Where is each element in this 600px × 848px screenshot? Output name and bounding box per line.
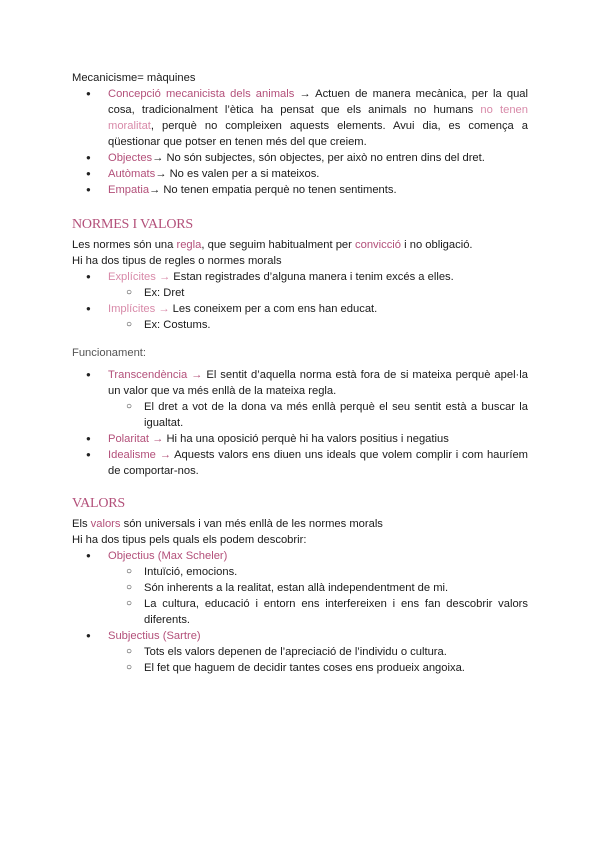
arrow: → bbox=[149, 433, 167, 445]
sub-list-item: ○ Ex: Costums. bbox=[72, 317, 528, 333]
valors-list bbox=[72, 548, 528, 676]
list-item bbox=[72, 86, 528, 150]
term: Empatia bbox=[108, 184, 150, 196]
arrow: → bbox=[155, 168, 170, 180]
arrow: → bbox=[294, 88, 316, 100]
section-heading-valors: VALORS bbox=[72, 496, 126, 511]
term: Explícites bbox=[108, 271, 156, 283]
item-text: No tenen empatia perquè no tenen sentiments. bbox=[163, 184, 397, 196]
list-item bbox=[72, 269, 528, 301]
item-text: Actuen de manera mecànica, per la qual cosa, tradicionalment l’ètica ha pensat que els animals no humans bbox=[108, 88, 528, 116]
list-item bbox=[72, 166, 528, 182]
highlight-text: regla bbox=[176, 239, 202, 251]
sub-list-item: ○ Intuïció, emocions. bbox=[72, 564, 528, 580]
term: Implícites bbox=[108, 303, 156, 315]
arrow: → bbox=[155, 303, 173, 315]
term: Autòmats bbox=[108, 168, 156, 180]
intro-title: Mecanicisme= màquines bbox=[72, 72, 196, 84]
item-text: , perquè no compleixen aquests elements. Avui dia, es comença a qüestionar que potser en tenen més del que creiem. bbox=[108, 120, 528, 148]
item-text: No es valen per a si mateixos. bbox=[169, 168, 320, 180]
paragraph: Hi ha dos tipus de regles o normes morals bbox=[72, 255, 282, 267]
funcionament-list bbox=[72, 367, 528, 479]
sub-list-item: ○ El dret a vot de la dona va més enllà perquè el seu sentit està a buscar la igualtat. bbox=[72, 399, 528, 431]
term: Concepció mecanicista dels animals bbox=[108, 88, 295, 100]
arrow: → bbox=[187, 369, 207, 381]
term: Subjectius (Sartre) bbox=[108, 630, 201, 642]
item-text: Estan registrades d’alguna manera i tenim excés a elles. bbox=[173, 271, 454, 283]
item-text: No són subjectes, són objectes, per això no entren dins del dret. bbox=[166, 152, 485, 164]
paragraph: Hi ha dos tipus pels quals els podem descobrir: bbox=[72, 534, 307, 546]
arrow: → bbox=[152, 152, 167, 164]
sub-list-item: ○ Tots els valors depenen de l’apreciació de l’individu o cultura. bbox=[72, 644, 528, 660]
highlight-text: convicció bbox=[355, 239, 402, 251]
arrow: → bbox=[149, 184, 164, 196]
sub-list-item: ○ Són inherents a la realitat, estan allà independentment de mi. bbox=[72, 580, 528, 596]
list-item bbox=[72, 548, 528, 628]
normes-list bbox=[72, 269, 528, 333]
sub-list-item: ○ El fet que haguem de decidir tantes coses ens produeix angoixa. bbox=[72, 660, 528, 676]
subsection-title: Funcionament: bbox=[72, 347, 147, 359]
document-page bbox=[72, 70, 528, 676]
sub-list-item: ○ Ex: Dret bbox=[72, 285, 528, 301]
list-item bbox=[72, 182, 528, 198]
item-text: Hi ha una oposició perquè hi ha valors positius i negatius bbox=[166, 433, 449, 445]
intro-list bbox=[72, 86, 528, 198]
term: Polaritat bbox=[108, 433, 150, 445]
highlight-text: no tenen moralitat bbox=[108, 104, 528, 132]
list-item bbox=[72, 367, 528, 431]
term: Objectes bbox=[108, 152, 153, 164]
arrow: → bbox=[155, 449, 175, 461]
item-text: Les coneixem per a com ens han educat. bbox=[172, 303, 378, 315]
sub-list-item: ○ La cultura, educació i entorn ens interfereixen i ens fan descobrir valors diferents. bbox=[72, 596, 528, 628]
item-text: El sentit d’aquella norma està fora de si mateixa perquè apel·la un valor que va més enllà de la mateixa regla. bbox=[108, 369, 528, 397]
list-item bbox=[72, 431, 528, 447]
list-item bbox=[72, 628, 528, 676]
list-item bbox=[72, 301, 528, 333]
item-text: Aquests valors ens diuen uns ideals que volem complir i com hauríem de comportar-nos. bbox=[108, 449, 528, 477]
list-item bbox=[72, 150, 528, 166]
paragraph: Les normes són una regla, que seguim habitualment per convicció i no obligació. bbox=[72, 239, 473, 251]
list-item bbox=[72, 447, 528, 479]
term: Objectius (Max Scheler) bbox=[108, 550, 228, 562]
highlight-text: valors bbox=[90, 518, 121, 530]
term: Transcendència bbox=[108, 369, 188, 381]
section-heading-normes: NORMES I VALORS bbox=[72, 217, 193, 232]
term: Idealisme bbox=[108, 449, 156, 461]
paragraph: Els valors són universals i van més enllà de les normes morals bbox=[72, 518, 383, 530]
arrow: → bbox=[155, 271, 174, 283]
